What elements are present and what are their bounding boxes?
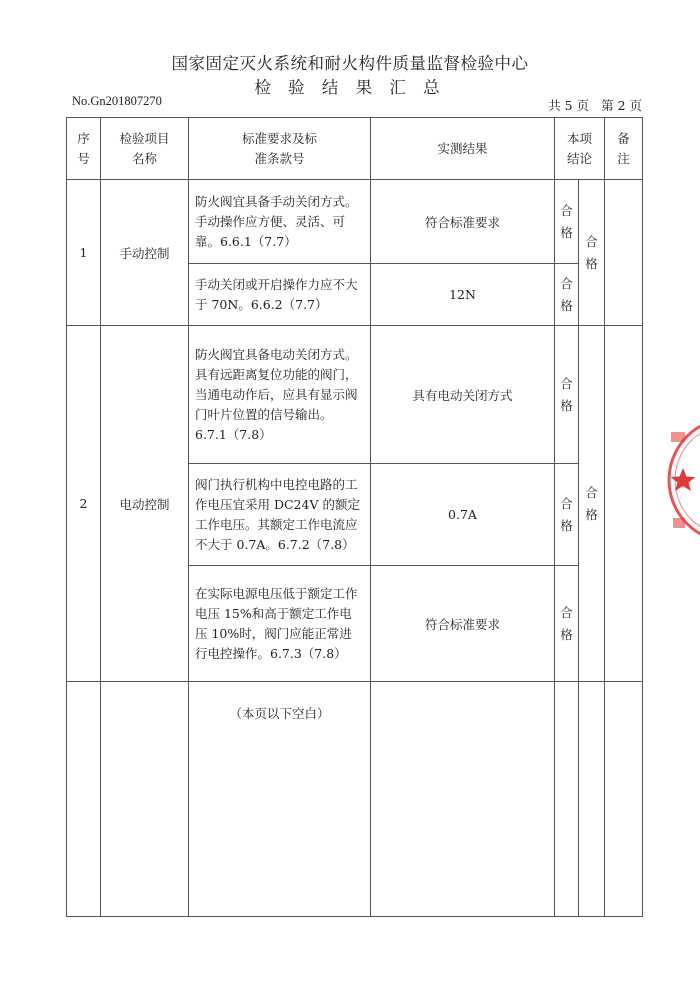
test-result: 具有电动关闭方式 [371,326,555,464]
report-number: No.Gn201807270 [72,94,162,108]
blank-note: （本页以下空白） [189,682,371,917]
row-item: 手动控制 [101,180,189,326]
sub-conclusion: 合格 [555,326,579,464]
test-result: 12N [371,264,555,326]
standard-requirement: 阀门执行机构中电控电路的工作电压宜采用 DC24V 的额定工作电压。其额定工作电流应不大于 0.7A。6.7.2（7.8） [189,464,371,566]
standard-requirement: 在实际电源电压低于额定工作电压 15%和高于额定工作电压 10%时，阀门应能正常进行电控操作。6.7.3（7.8） [189,566,371,682]
document-subtitle: 检 验 结 果 汇 总 [254,78,446,97]
header-result: 实测结果 [371,118,555,180]
header-remark: 备注 [605,118,643,180]
document-title: 国家固定灭火系统和耐火构件质量监督检验中心 [171,54,529,73]
star-icon [671,468,696,491]
test-result: 符合标准要求 [371,566,555,682]
row-item: 电动控制 [101,326,189,682]
table-header-row [67,118,643,180]
row-remark [605,180,643,326]
test-result: 符合标准要求 [371,180,555,264]
sub-conclusion: 合格 [555,264,579,326]
item-conclusion: 合格 [579,180,605,326]
total-pages: 共 5 页 [548,98,590,113]
sub-conclusion: 合格 [555,180,579,264]
table-row [67,180,643,264]
standard-requirement: 防火阀宜具备手动关闭方式。手动操作应方便、灵活、可靠。6.6.1（7.7） [189,180,371,264]
sub-conclusion: 合格 [555,566,579,682]
header-standard: 标准要求及标准条款号 [189,118,371,180]
page-info [540,96,642,114]
table-row-blank [67,682,643,917]
seal-stamp [663,410,700,550]
standard-requirement: 手动关闭或开启操作力应不大于 70N。6.6.2（7.7） [189,264,371,326]
header-seq: 序号 [67,118,101,180]
standard-requirement: 防火阀宜具备电动关闭方式。具有远距离复位功能的阀门，当通电动作后，应具有显示阀门叶片位置的信号输出。6.7.1（7.8） [189,326,371,464]
sub-conclusion: 合格 [555,464,579,566]
test-result: 0.7A [371,464,555,566]
header-item: 检验项目名称 [101,118,189,180]
item-conclusion: 合格 [579,326,605,682]
table-row [67,326,643,464]
page-number: 第 2 页 [601,98,642,113]
results-table [66,117,643,917]
row-remark [605,326,643,682]
row-seq: 1 [67,180,101,326]
row-seq: 2 [67,326,101,682]
header-conclusion: 本项结论 [555,118,605,180]
